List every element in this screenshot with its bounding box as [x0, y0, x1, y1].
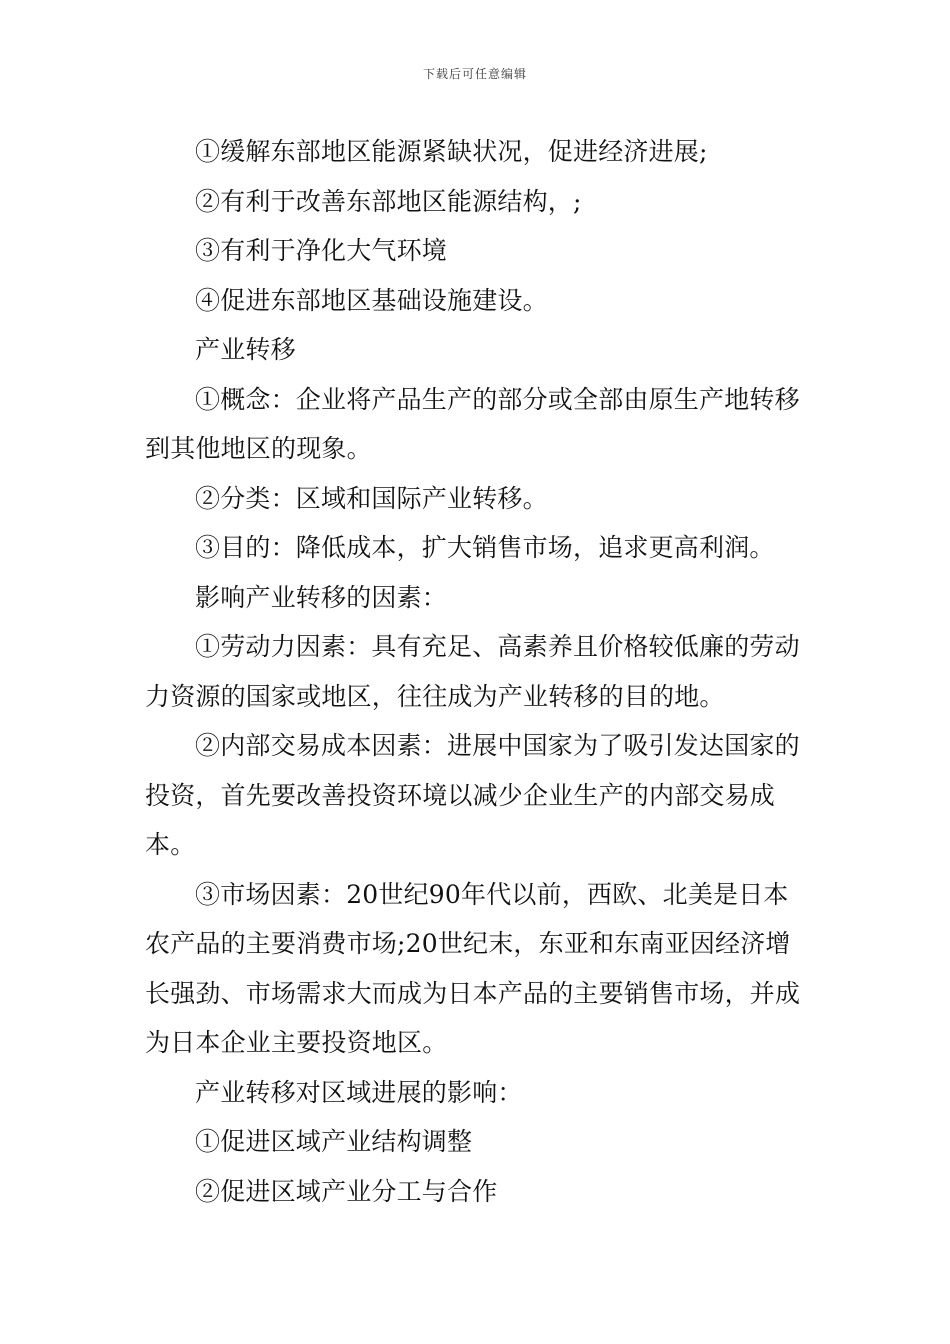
section-heading: 产业转移 [195, 335, 296, 364]
paragraph: ①劳动力因素：具有充足、高素养且价格较低廉的劳动力资源的国家或地区，往往成为产业转移的目的地。 [145, 632, 800, 711]
paragraph: ②促进区域产业分工与合作 [195, 1176, 498, 1206]
paragraph: ③目的：降低成本，扩大销售市场，追求更高利润。 [195, 533, 775, 562]
paragraph: ④促进东部地区基础设施建设。 [195, 285, 548, 315]
paragraph: ②分类：区域和国际产业转移。 [195, 483, 548, 513]
paragraph: ①缓解东部地区能源紧缺状况，促进经济进展; [195, 137, 708, 166]
paragraph: ③有利于净化大气环境 [195, 236, 448, 265]
paragraph: ③市场因素：20世纪90年代以前，西欧、北美是日本农产品的主要消费市场;20世纪末，东亚和东南亚因经济增长强劲、市场需求大而成为日本产品的主要销售市场，并成为日本企业主要投资地区。 [145, 879, 801, 1057]
section-heading: 影响产业转移的因素： [195, 582, 448, 612]
paragraph: ②内部交易成本因素：进展中国家为了吸引发达国家的投资，首先要改善投资环境以减少企业生产的内部交易成本。 [145, 731, 800, 859]
page-header-note: 下载后可任意编辑 [422, 67, 527, 81]
section-heading: 产业转移对区域进展的影响： [195, 1077, 523, 1107]
paragraph: ①促进区域产业结构调整 [195, 1127, 473, 1156]
document-body [145, 127, 810, 1216]
paragraph: ①概念：企业将产品生产的部分或全部由原生产地转移到其他地区的现象。 [145, 384, 800, 463]
paragraph: ②有利于改善东部地区能源结构，; [195, 186, 582, 216]
